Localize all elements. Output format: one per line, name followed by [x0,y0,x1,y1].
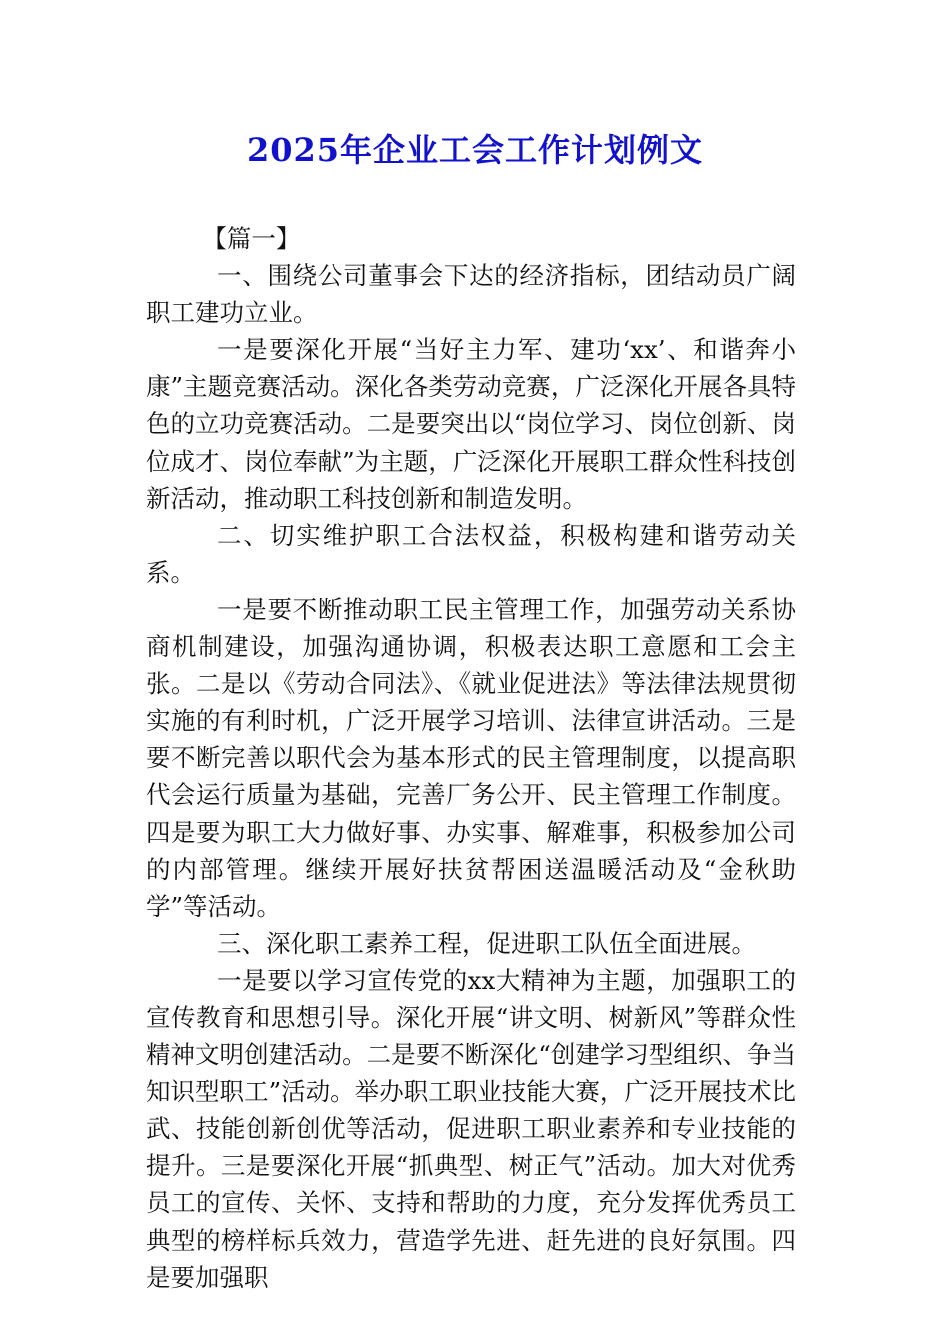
paragraph-3: 一是要以学习宣传党的xx大精神为主题，加强职工的宣传教育和思想引导。深化开展“讲文明、树新风”等群众性精神文明创建活动。二是要不断深化“创建学习型组织、争当知识型职工”活动。举办职工职业技能大赛，广泛开展技术比武、技能创新创优等活动，促进职工职业素养和专业技能的提升。三是要深化开展“抓典型、树正气”活动。加大对优秀员工的宣传、关怀、支持和帮助的力度，充分发挥优秀员工典型的榜样标兵效力，营造学先进、赶先进的良好氛围。四是要加强职 [146,965,796,1292]
paragraph-heading-2: 二、切实维护职工合法权益，积极构建和谐劳动关系。 [146,520,796,587]
document-title: 2025年企业工会工作计划例文 [246,131,704,169]
section-label: 【篇一】 [202,224,301,253]
document-body [146,220,796,1296]
paragraph-2: 一是要不断推动职工民主管理工作，加强劳动关系协商机制建设，加强沟通协调，积极表达职工意愿和工会主张。二是以《劳动合同法》、《就业促进法》等法律法规贯彻实施的有利时机，广泛开展学习培训、法律宣讲活动。三是要不断完善以职代会为基本形式的民主管理制度，以提高职代会运行质量为基础，完善厂务公开、民主管理工作制度。四是要为职工大力做好事、办实事、解难事，积极参加公司的内部管理。继续开展好扶贫帮困送温暖活动及“金秋助学”等活动。 [146,594,796,921]
paragraph-heading-3: 三、深化职工素养工程，促进职工队伍全面进展。 [217,928,757,958]
paragraph-heading-1: 一、围绕公司董事会下达的经济指标，团结动员广阔职工建功立业。 [146,261,796,328]
paragraph-1: 一是要深化开展“当好主力军、建功‘xx’、和谐奔小康”主题竞赛活动。深化各类劳动竞赛，广泛深化开展各具特色的立功竞赛活动。二是要突出以“岗位学习、岗位创新、岗位成才、岗位奉献”为主题，广泛深化开展职工群众性科技创新活动，推动职工科技创新和制造发明。 [146,335,796,513]
